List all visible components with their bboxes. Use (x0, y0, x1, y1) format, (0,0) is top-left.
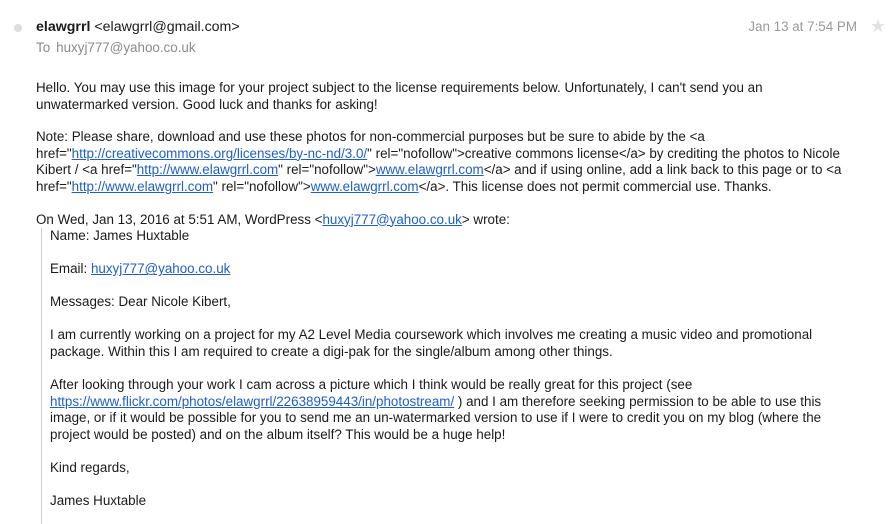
quote-attribution-email-link[interactable]: huxyj777@yahoo.co.uk (322, 211, 462, 227)
elawgrrl-text-link-2[interactable]: www.elawgrrl.com (310, 178, 419, 194)
quoted-signature: James Huxtable (50, 493, 147, 509)
sender-name[interactable]: elawgrrl (36, 19, 91, 35)
elawgrrl-href-link-2[interactable]: http://www.elawgrrl.com (71, 178, 214, 194)
quoted-request-text-2: ) and I am therefore seeking permission to be able to use this image, or if it would be possible for you to send me an un-watermarked version to use if I were to credit you on my blog (where the project would be posted) and on the album itself? This would be a huge help! (50, 393, 822, 442)
license-text-3: " rel="nofollow"> (278, 162, 376, 178)
quoted-regards: Kind regards, (50, 460, 130, 475)
quoted-request-text-1: After looking through your work I cam across a picture which I think would be really great for this project (see (50, 377, 693, 393)
recipient-address[interactable]: huxyj777@yahoo.co.uk (56, 40, 196, 55)
license-text-1: Note: Please share, download and use these photos for non-commercial purposes but be sure to abide by the <a href=" (36, 129, 705, 161)
flickr-photo-link[interactable]: https://www.flickr.com/photos/elawgrrl/22638959443/in/photostream/ (50, 393, 455, 409)
quoted-messages-line: Messages: Dear Nicole Kibert, (50, 294, 231, 310)
elawgrrl-href-link-1[interactable]: http://www.elawgrrl.com (136, 162, 279, 178)
license-text-2: " rel="nofollow">creative commons license</a> by crediting the photos to Nicole Kibert / <a href=" (36, 145, 840, 178)
quoted-email-link[interactable]: huxyj777@yahoo.co.uk (90, 261, 231, 277)
quote-attribution-text-1: On Wed, Jan 13, 2016 at 5:51 AM, WordPress < (36, 211, 323, 227)
quoted-paragraph-project: I am currently working on a project for my A2 Level Media coursework which involves me creating a music video and promotional package. Within this I am required to create a digi-pak for the single/album among other things. (50, 327, 813, 360)
quoted-email-line (50, 261, 862, 278)
quoted-email-label: Email: (50, 261, 91, 277)
license-text-6: </a>. This license does not permit commercial use. Thanks. (418, 178, 772, 194)
star-icon[interactable]: ★ (869, 16, 886, 36)
quote-attribution (36, 212, 856, 229)
elawgrrl-text-link-1[interactable]: www.elawgrrl.com (375, 162, 484, 178)
message-date: Jan 13 at 7:54 PM (748, 19, 857, 34)
license-text-5: " rel="nofollow"> (213, 178, 311, 194)
to-label: To (36, 40, 51, 55)
body-paragraph-license-note (36, 129, 856, 195)
recipient-line (36, 40, 885, 56)
quote-attribution-text-2: > wrote: (461, 211, 510, 227)
quoted-message (41, 228, 862, 524)
body-paragraph-greeting: Hello. You may use this image for your project subject to the license requirements below. Unfortunately, I can't send you an unwatermarked version. Good luck and thanks for asking! (36, 80, 763, 112)
license-text-4: </a> and if using online, add a link back to this page or to <a href=" (36, 162, 842, 194)
message-body (36, 80, 856, 524)
cc-license-link[interactable]: http://creativecommons.org/licenses/by-nc-nd/3.0/ (71, 145, 368, 161)
quoted-paragraph-request (50, 377, 862, 443)
unread-dot-icon[interactable] (14, 24, 22, 32)
sender-email[interactable]: <elawgrrl@gmail.com> (94, 19, 240, 35)
quoted-name-line: Name: James Huxtable (50, 228, 190, 244)
